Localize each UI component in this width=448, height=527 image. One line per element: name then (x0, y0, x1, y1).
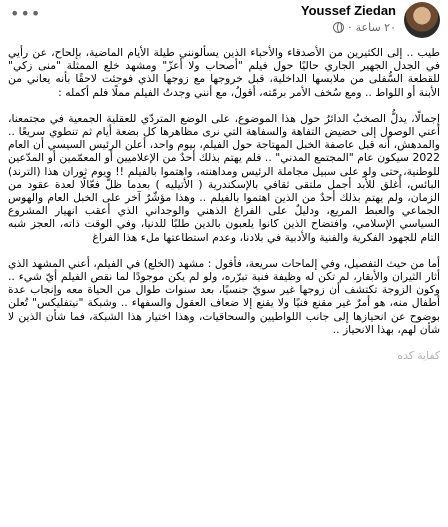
meta-separator: · (348, 21, 352, 34)
post-paragraph-1: طيب .. إلى الكثيرين من الأصدقاء والأحباء الذين يسألونني طيلة الأيام الماضية، بإلحاح، عن رأيي في الجدل الجهير الجاري حاليًا حول فيلم "أصحاب ولا أعزّ" ومشهد خلع الممثلة "منى زكي" للقطعة السُّفلى من ملابسها الداخلية، قبل خروجها مع زوجها الذي فوجئت لاحقًا بأنه يعاني من الأبنة أو اللواط .. ومع سُخف الأمر برمّته، أقولُ، مع أنني وجدتُ الفيلم مملًا فلم أكمله : (8, 46, 440, 99)
globe-icon[interactable] (333, 22, 344, 33)
post-paragraph-4: كفاية كده (397, 349, 440, 363)
author-avatar[interactable] (404, 2, 440, 38)
post-header (0, 0, 448, 40)
more-options-icon[interactable]: ••• (10, 4, 42, 23)
post-time[interactable]: ٢٠ ساعة (355, 21, 396, 34)
post-body (8, 46, 440, 362)
author-name[interactable]: Youssef Ziedan (300, 3, 396, 18)
post-meta (333, 21, 396, 34)
post-paragraph-3: أما من حيث التفصيل، وفي إلماحات سريعة، فأقول : مشهد (الخلع) في الفيلم، أعني المشهد الذي أثار الثيران والأبقار، لم تكن له وظيفة فنية تبرّره، ولو لم يكن موجودًا لما نقص الفيلم أيّ شيء .. وكون الزوجة تكتشف أن زوجها غير سويّ جنسيًا، بعد سنوات طوال من الحياة معه وإنجاب عدة أطفال منه، هو أمرٌ غير مقنع فنيًا ولا يقنع إلا ضعاف العقول والسفهاء .. وشبكة "نيتفليكس" تُعلن بوضوح عن انحيازها إلى جانب اللواطيين والسحاقيات، وهذا اختيار هذا الشبكة، فما شأن الذين لا شأن لهم، بهذا الانحياز .. (8, 256, 440, 336)
post-paragraph-2: إجمالًا، يدلُّ الصخبُ الدائرُ حول هذا الموضوع، على الوضع المتردّي للعقلية الجمعية في مجتمعنا، أعني الوصول إلى حضيض التفاهة والسفاهة التي نرى مظاهرها كل بضعة أيام ثم تنطوي سريعًا .. والمدهش، أنه قبل عاصفة الخبل المهتاجة حول الفيلم، بيوم واحد، أعلن الرئيس السيسي أن العام 2022 سيكون عام "المجتمع المدني" .. فلم يهتم بذلك أحدٌ من الإعلاميين أو المعمّمين أو المدّعين للوطنية، حتى ولو على سبيل مجاملة الرئيس ومداهنته، واهتموا بالفيلم !! ويوم ثوران هذا (الترند) البائس، أُغلق للأبد أجمل ملتقى ثقافي بالإسكندرية ( الأتيليه ) بعدما ظلَّ فعّالًا لعدة عقود من الزمان، ولم يهتم بذلك أحدٌ من الذين اهتموا بالفيلم .. وهذا مؤشّرٌ آخر على الخبل العام والهوس الجماعي والعبط المريع، ودليلٌ على الفراغ الذهني والوجداني الذي أعقب انهيار المشروع السياسي الإسلامي، وافتضاح الذين كانوا يلعبون بالدين طلبًا للدنيا، وفي الوقت ذاته، العجز شبه التام للجهود الفكرية والفنية والأدبية في بلادنا، وعدم استطاعتها ملء هذا الفراغ (8, 111, 440, 244)
